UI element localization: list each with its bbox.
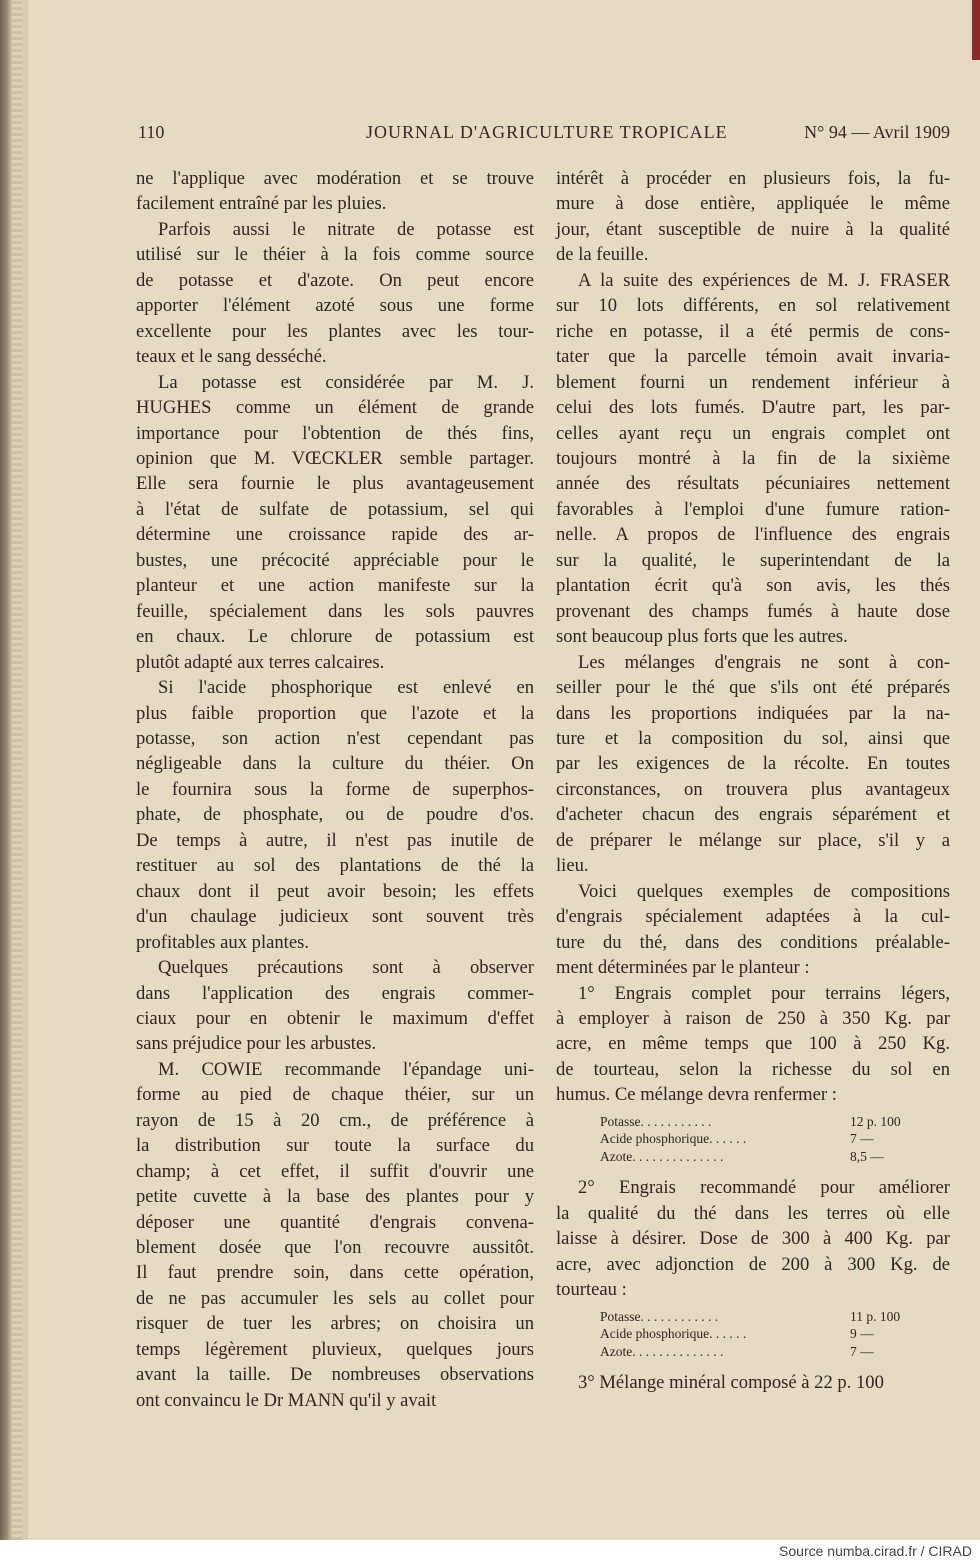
paragraph — [136, 675, 534, 955]
text-line: de potasse et d'azote. On peut encore — [136, 269, 534, 291]
text-line: ture du thé, dans des conditions préalable- — [556, 931, 950, 953]
table-row — [600, 1113, 910, 1131]
text-line: La potasse est considérée par M. J. — [158, 371, 534, 393]
text-line: intérêt à procéder en plusieurs fois, la fu- — [556, 168, 950, 189]
text-line: ciaux pour en obtenir le maximum d'effet — [136, 1007, 534, 1029]
text-line: circonstances, on trouvera plus avantageux — [556, 778, 950, 800]
text-line: phate, de phosphate, ou de poudre d'os. — [136, 804, 534, 826]
text-line: champ; à cet effet, il suffit d'ouvrir une — [136, 1160, 534, 1182]
composition-table — [600, 1308, 910, 1361]
text-line: laisse à désirer. Dose de 300 à 400 Kg. par — [556, 1228, 950, 1250]
text-line: apporter l'élément azoté sous une forme — [136, 295, 534, 317]
text-line: toujours montré à la fin de la sixième — [556, 447, 950, 469]
right-column — [556, 166, 950, 1395]
source-credit: Source numba.cirad.fr / CIRAD — [779, 1543, 972, 1559]
text-line: mure à dose entière, appliquée le même — [556, 193, 950, 215]
text-line: nelle. A propos de l'influence des engrais — [556, 524, 950, 546]
issue-date: N° 94 — Avril 1909 — [804, 122, 950, 142]
text-line: provenant des champs fumés à haute dose — [556, 600, 950, 622]
paragraph — [556, 166, 950, 268]
cover-edge — [972, 0, 980, 60]
paragraph — [556, 981, 950, 1108]
text-line: de tourteau, selon la richesse du sol en — [556, 1058, 950, 1080]
text-line: seiller pour le thé que s'ils ont été préparés — [556, 677, 950, 699]
text-line: ne l'applique avec modération et se trouve — [136, 168, 534, 189]
text-line: d'un chaulage judicieux sont souvent très — [136, 906, 534, 928]
text-line: ment déterminées par le planteur : — [556, 957, 810, 979]
text-line: avant la taille. De nombreuses observations — [136, 1364, 534, 1386]
text-line: négligeable dans la culture du théier. On — [136, 753, 534, 775]
journal-title: JOURNAL D'AGRICULTURE TROPICALE — [366, 122, 728, 142]
text-line: chaux dont il peut avoir besoin; les effets — [136, 880, 534, 902]
nutrient-name: Acide phosphorique. . . . . . — [600, 1326, 747, 1342]
text-line: A la suite des expériences de M. J. FRASER — [578, 269, 950, 291]
text-line: par les exigences de la récolte. En toutes — [556, 753, 950, 775]
text-line: feuille, spécialement dans les sols pauvres — [136, 600, 534, 622]
nutrient-name: Potasse. . . . . . . . . . . . — [600, 1308, 719, 1324]
table-row — [600, 1130, 910, 1148]
text-line: blement fourni un rendement inférieur à — [556, 371, 950, 393]
text-line: en chaux. Le chlorure de potassium est — [136, 626, 534, 648]
text-line: facilement entraîné par les pluies. — [136, 193, 387, 215]
text-line: Parfois aussi le nitrate de potasse est — [158, 218, 534, 240]
nutrient-amount: 7 — — [850, 1131, 874, 1147]
composition-table — [600, 1113, 910, 1166]
nutrient-name: Acide phosphorique. . . . . . — [600, 1131, 747, 1147]
text-line: année des résultats pécuniaires nettement — [556, 473, 950, 495]
text-line: de la feuille. — [556, 244, 649, 266]
text-line: utilisé sur le théier à la fois comme source — [136, 244, 534, 266]
text-line: sont beaucoup plus forts que les autres. — [556, 626, 848, 648]
text-line: Voici quelques exemples de compositions — [578, 880, 950, 902]
paragraph — [136, 955, 534, 1057]
text-line: la distribution sur toute la surface du — [136, 1135, 534, 1157]
table-row — [600, 1325, 910, 1343]
text-line: bustes, une précocité appréciable pour le — [136, 549, 534, 571]
text-line: tourteau : — [556, 1279, 627, 1301]
text-line: 3° Mélange minéral composé à 22 p. 100 — [578, 1372, 884, 1394]
table-row — [600, 1148, 910, 1166]
paragraph — [556, 268, 950, 650]
text-line: de préparer le mélange sur place, s'il y a — [556, 829, 950, 851]
text-line: rayon de 15 à 20 cm., de préférence à — [136, 1109, 534, 1131]
text-line: dans l'application des engrais commer- — [136, 982, 534, 1004]
text-line: Les mélanges d'engrais ne sont à con- — [578, 651, 950, 673]
text-line: 2° Engrais recommandé pour améliorer — [578, 1177, 950, 1199]
text-line: planteur et une action manifeste sur la — [136, 575, 534, 597]
text-line: teaux et le sang desséché. — [136, 346, 327, 368]
text-line: restituer au sol des plantations de thé la — [136, 855, 534, 877]
text-line: ture et la composition du sol, ainsi que — [556, 727, 950, 749]
table-row — [600, 1308, 910, 1326]
text-line: temps légèrement pluvieux, quelques jours — [136, 1338, 534, 1360]
text-line: excellente pour les plantes avec les tour- — [136, 320, 534, 342]
text-line: De temps à autre, il n'est pas inutile de — [136, 829, 534, 851]
text-line: blement dosée que l'on recouvre aussitôt. — [136, 1237, 534, 1259]
paragraph — [136, 217, 534, 370]
text-line: petite cuvette à la base des plantes pour y — [136, 1186, 534, 1208]
text-line: favorables à l'emploi d'une fumure ration- — [556, 498, 950, 520]
text-line: tater que la parcelle témoin avait invaria- — [556, 346, 950, 368]
nutrient-amount: 7 — — [850, 1343, 874, 1359]
text-line: Quelques précautions sont à observer — [158, 957, 534, 979]
text-line: M. COWIE recommande l'épandage uni- — [158, 1058, 534, 1080]
text-line: Si l'acide phosphorique est enlevé en — [158, 677, 534, 699]
text-line: plantation écrit qu'à son avis, les thés — [556, 575, 950, 597]
text-line: celui des lots fumés. D'autre part, les par- — [556, 397, 950, 419]
text-line: humus. Ce mélange devra renfermer : — [556, 1084, 837, 1106]
text-line: sans préjudice pour les arbustes. — [136, 1033, 377, 1055]
paragraph — [136, 166, 534, 217]
text-line: la qualité du thé dans les terres où elle — [556, 1202, 950, 1224]
text-line: le fournira sous la forme de superphos- — [136, 778, 534, 800]
paragraph — [136, 1057, 534, 1413]
nutrient-amount: 8,5 — — [850, 1148, 884, 1164]
text-line: risquer de tuer les arbres; on choisira un — [136, 1313, 534, 1335]
paragraph — [556, 879, 950, 981]
text-line: ont convaincu le Dr MANN qu'il y avait — [136, 1389, 437, 1411]
running-header — [138, 122, 950, 148]
text-line: importance pour l'obtention de thés fins, — [136, 422, 534, 444]
text-line: potasse, son action n'est cependant pas — [136, 727, 534, 749]
text-line: HUGHES comme un élément de grande — [136, 397, 534, 419]
table-row — [600, 1343, 910, 1361]
text-line: à employer à raison de 250 à 350 Kg. par — [556, 1007, 950, 1029]
paragraph — [136, 370, 534, 675]
text-line: riche en potasse, il a été permis de cons- — [556, 320, 950, 342]
nutrient-name: Azote. . . . . . . . . . . . . . — [600, 1148, 724, 1164]
paragraph — [556, 1370, 950, 1395]
text-line: dans les proportions indiquées par la na- — [556, 702, 950, 724]
nutrient-amount: 11 p. 100 — [850, 1308, 901, 1324]
text-line: Il faut prendre soin, dans cette opération, — [136, 1262, 534, 1284]
nutrient-amount: 12 p. 100 — [850, 1113, 901, 1129]
nutrient-amount: 9 — — [850, 1326, 874, 1342]
text-line: plus faible proportion que l'azote et la — [136, 702, 534, 724]
text-line: 1° Engrais complet pour terrains légers, — [578, 982, 950, 1004]
text-line: Elle sera fournie le plus avantageusement — [136, 473, 534, 495]
text-line: sur la qualité, le superintendant de la — [556, 549, 950, 571]
page-number: 110 — [138, 122, 165, 142]
paragraph — [556, 650, 950, 879]
page-edges — [12, 0, 22, 1540]
text-line: opinion que M. VŒCKLER semble partager. — [136, 447, 534, 469]
text-line: détermine une croissance rapide des ar- — [136, 524, 534, 546]
text-line: profitables aux plantes. — [136, 931, 309, 953]
text-line: celles ayant reçu un engrais complet ont — [556, 422, 950, 444]
text-line: jour, étant susceptible de nuire à la qualité — [556, 218, 950, 240]
left-column — [136, 166, 534, 1413]
text-line: de ne pas accumuler les sels au collet pour — [136, 1287, 534, 1309]
text-line: d'acheter chacun des engrais séparément et — [556, 804, 950, 826]
book-binding — [0, 0, 12, 1540]
text-line: forme au pied de chaque théier, sur un — [136, 1084, 534, 1106]
text-line: acre, avec adjonction de 200 à 300 Kg. de — [556, 1253, 950, 1275]
text-line: à l'état de sulfate de potassium, sel qui — [136, 498, 534, 520]
text-line: lieu. — [556, 855, 589, 877]
text-line: d'engrais spécialement adaptées à la cul- — [556, 906, 950, 928]
nutrient-name: Azote. . . . . . . . . . . . . . — [600, 1343, 724, 1359]
text-line: déposer une quantité d'engrais convena- — [136, 1211, 534, 1233]
text-line: plutôt adapté aux terres calcaires. — [136, 651, 385, 673]
paragraph — [556, 1175, 950, 1302]
text-line: acre, en même temps que 100 à 250 Kg. — [556, 1033, 950, 1055]
nutrient-name: Potasse. . . . . . . . . . . — [600, 1113, 712, 1129]
page-edge-shadow — [22, 0, 28, 1540]
text-line: sur 10 lots différents, en sol relativement — [556, 295, 950, 317]
